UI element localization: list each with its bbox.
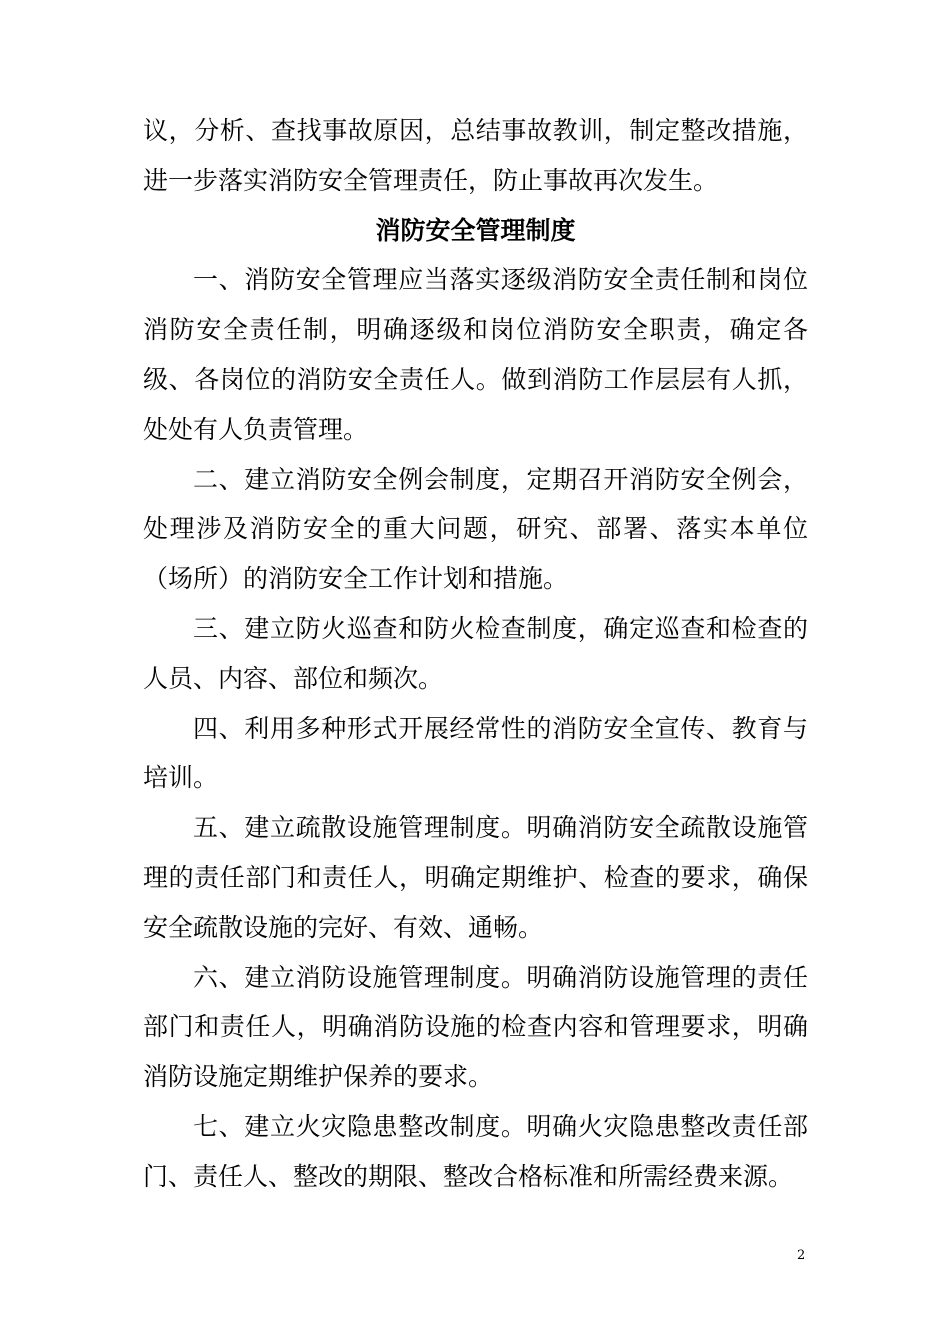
page-number: 2 bbox=[797, 1248, 806, 1263]
section-title: 消防安全管理制度 bbox=[375, 215, 576, 245]
paragraph-4: 四、利用多种形式开展经常性的消防安全宣传、教育与培训。 bbox=[143, 713, 808, 793]
paragraph-5: 五、建立疏散设施管理制度。明确消防安全疏散设施管理的责任部门和责任人，明确定期维护、检查的要求，确保安全疏散设施的完好、有效、通畅。 bbox=[143, 813, 808, 942]
paragraph-1: 一、消防安全管理应当落实逐级消防安全责任制和岗位消防安全责任制，明确逐级和岗位消防安全职责，确定各级、各岗位的消防安全责任人。做到消防工作层层有人抓，处处有人负责管理。 bbox=[143, 265, 808, 444]
paragraph-7: 七、建立火灾隐患整改制度。明确火灾隐患整改责任部门、责任人、整改的期限、整改合格标准和所需经费来源。 bbox=[143, 1111, 808, 1191]
paragraph-2: 二、建立消防安全例会制度，定期召开消防安全例会，处理涉及消防安全的重大问题，研究、部署、落实本单位（场所）的消防安全工作计划和措施。 bbox=[143, 464, 808, 594]
paragraph-3: 三、建立防火巡查和防火检查制度，确定巡查和检查的人员、内容、部位和频次。 bbox=[143, 613, 808, 693]
paragraph-6: 六、建立消防设施管理制度。明确消防设施管理的责任部门和责任人，明确消防设施的检查内容和管理要求，明确消防设施定期维护保养的要求。 bbox=[143, 962, 808, 1092]
continuation-paragraph: 议，分析、查找事故原因，总结事故教训，制定整改措施，进一步落实消防安全管理责任，防止事故再次发生。 bbox=[143, 116, 808, 195]
document-body bbox=[143, 106, 808, 1202]
